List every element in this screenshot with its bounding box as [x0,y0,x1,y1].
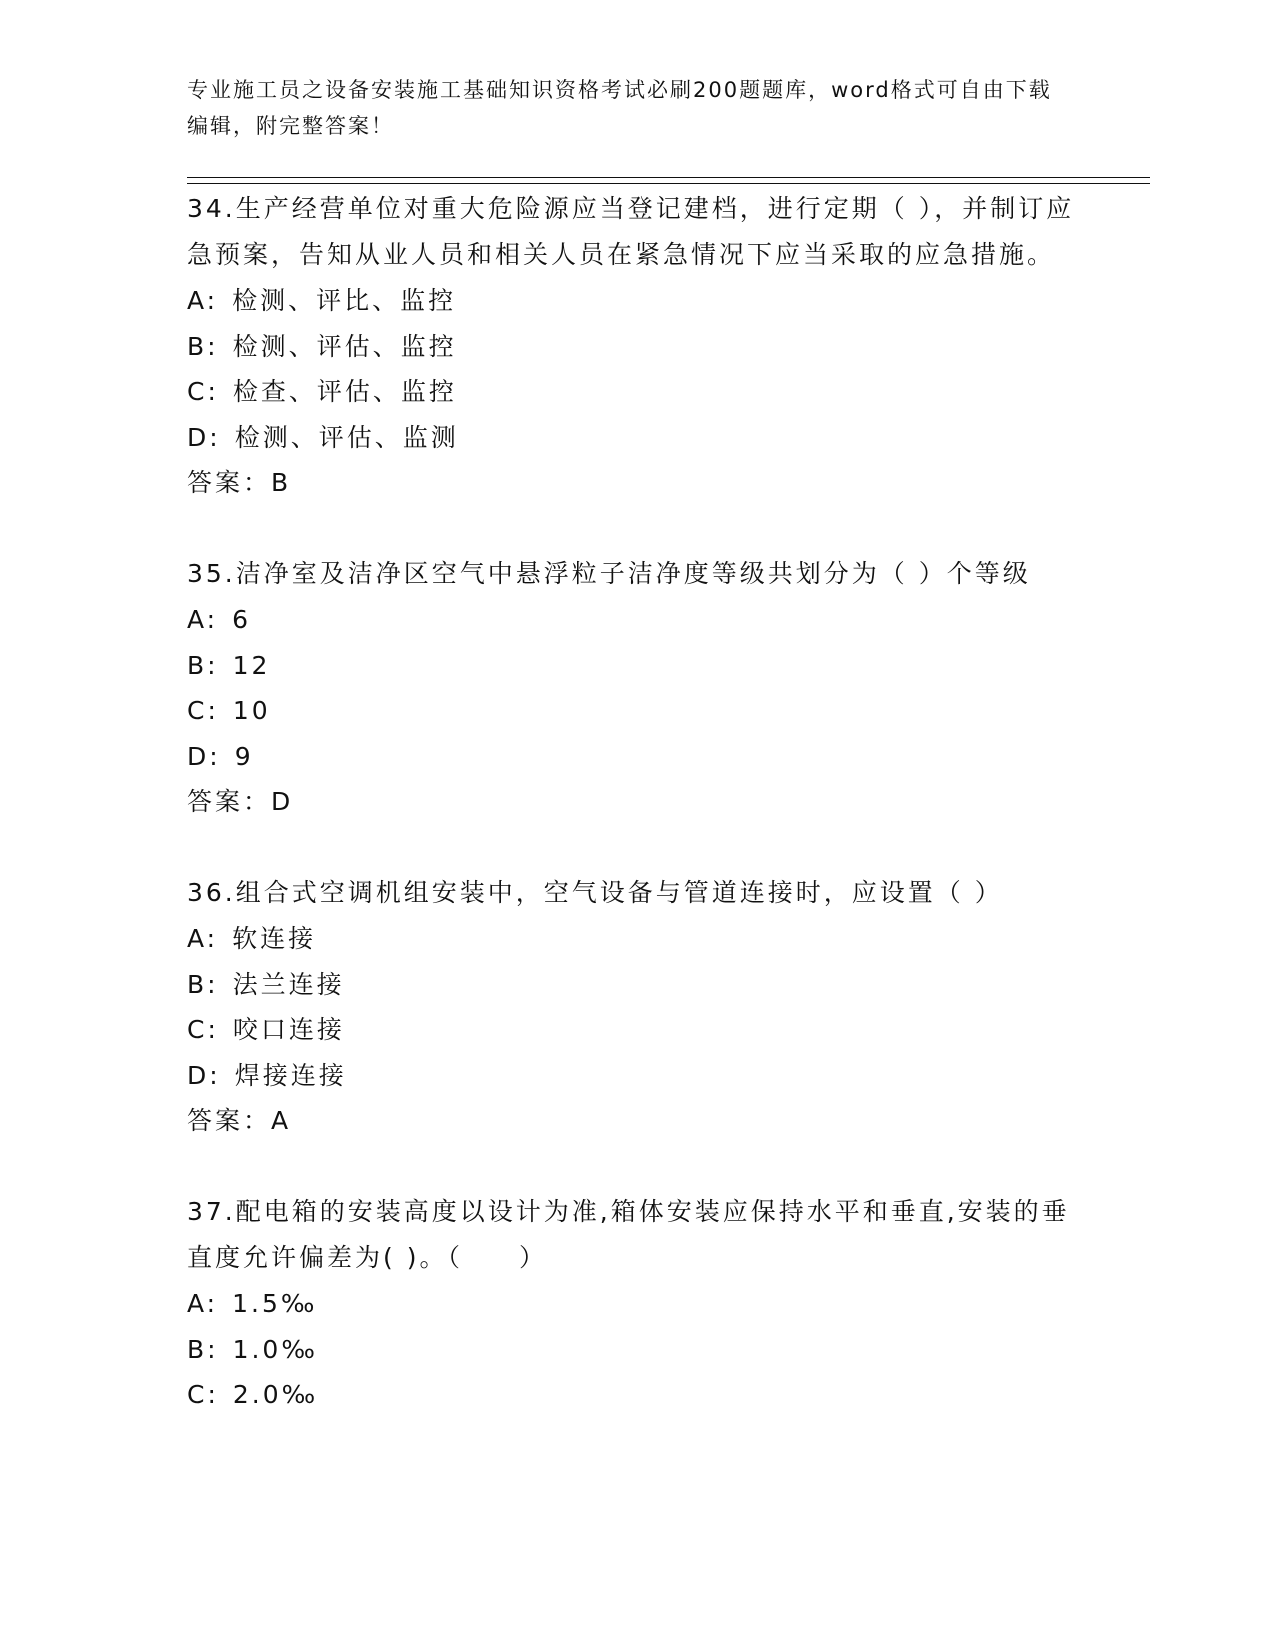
answer-label: 答案：B [187,468,292,497]
option-a [187,597,1087,643]
option-key: B: [187,969,219,999]
option-key: A: [187,605,219,634]
spacer [187,506,1087,551]
option-key: C: [187,1380,219,1409]
option-a [187,916,1087,962]
option-b [187,324,1087,370]
option-key: B: [187,331,219,361]
question-text: 34.生产经营单位对重大危险源应当登记建档，进行定期（ ），并制订应急预案，告知从业人员和相关人员在紧急情况下应当采取的应急措施。 [187,194,1075,269]
option-d [187,415,1087,461]
question-34 [187,186,1087,506]
option-value: 12 [232,650,271,680]
option-value: 焊接连接 [234,1060,347,1090]
option-c [187,688,1087,734]
option-key: D: [187,422,221,452]
question-text: 35.洁净室及洁净区空气中悬浮粒子洁净度等级共划分为（ ）个等级 [187,559,1031,588]
option-value: 检查、评估、监控 [232,377,457,406]
option-a [187,1281,1087,1327]
option-value: 9 [234,741,254,771]
option-key: C: [187,1015,219,1044]
option-value: 10 [232,696,271,725]
option-value: 咬口连接 [232,1015,345,1044]
option-c [187,369,1087,415]
option-a [187,278,1087,324]
option-key: D: [187,741,221,771]
header-divider-bottom [187,183,1150,184]
question-list [187,186,1087,1418]
option-d [187,734,1087,780]
option-key: B: [187,650,219,680]
question-37 [187,1189,1087,1418]
option-key: A: [187,924,219,953]
option-value: 检测、评估、监测 [234,422,459,452]
option-key: C: [187,696,219,725]
option-b [187,1327,1087,1373]
question-text: 37.配电箱的安装高度以设计为准,箱体安装应保持水平和垂直,安装的垂直度允许偏差为( )。（ ） [187,1197,1070,1272]
question-text: 36.组合式空调机组安装中，空气设备与管道连接时，应设置（ ） [187,878,1003,907]
option-value: 软连接 [232,924,317,953]
option-key: D: [187,1060,221,1090]
option-value: 1.0‰ [232,1334,318,1364]
option-value: 6 [232,605,251,634]
option-value: 2.0‰ [232,1380,319,1409]
answer-label: 答案：D [187,787,294,816]
option-b [187,962,1087,1008]
option-c [187,1372,1087,1418]
option-c [187,1007,1087,1053]
option-b [187,643,1087,689]
spacer [187,825,1087,870]
option-value: 检测、评估、监控 [232,331,457,361]
question-36 [187,870,1087,1144]
option-key: A: [187,286,219,315]
option-key: B: [187,1334,219,1364]
spacer [187,1144,1087,1189]
document-header: 专业施工员之设备安装施工基础知识资格考试必刷200题题库，word格式可自由下载编辑，附完整答案！ [187,78,1052,138]
option-key: C: [187,377,219,406]
option-value: 法兰连接 [232,969,345,999]
option-value: 检测、评比、监控 [232,286,457,315]
option-key: A: [187,1289,219,1318]
question-35 [187,551,1087,825]
answer-label: 答案：A [187,1106,292,1135]
header-divider-top [187,177,1150,178]
option-value: 1.5‰ [232,1289,318,1318]
option-d [187,1053,1087,1099]
